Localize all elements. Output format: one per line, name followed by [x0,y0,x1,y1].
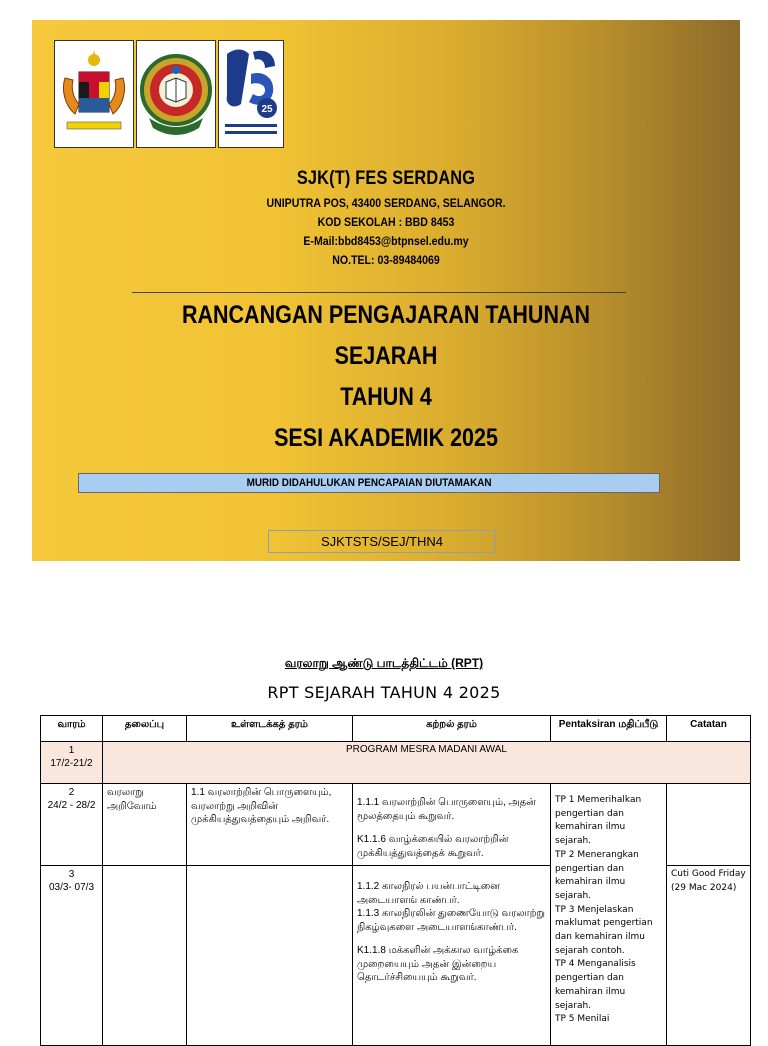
header-learning-standard: கற்றல் தரம் [353,716,551,742]
assessment-item: TP 4 Menganalisis pengertian dan kemahiran ilmu sejarah. [555,959,636,1011]
week-dates: 17/2-21/2 [50,758,93,769]
school-info [32,168,740,270]
motto-banner [78,473,660,493]
topic-cell [103,784,187,866]
rpt-heading: RPT SEJARAH TAHUN 4 2025 [267,683,501,702]
learning-standard-cell [353,866,551,1046]
plan-title: RANCANGAN PENGAJARAN TAHUNAN [181,301,591,329]
cover-page [32,20,740,561]
week-number: 2 [68,787,75,798]
assessment-item: TP 1 Memerihalkan pengertian dan kemahiran ilmu sejarah. [555,795,642,847]
learning-standard-item: 1.1.2 காலநிரல் பயன்பாட்டினை அடையாளங் காண்பர். [357,881,500,906]
week-cell [41,742,103,784]
school-address: UNIPUTRA POS, 43400 SERDANG, SELANGOR. [266,196,506,210]
tamil-heading: வரலாறு ஆண்டு பாடத்திட்டம் (RPT) [284,656,484,670]
table-row [41,784,751,866]
program-banner: PROGRAM MESRA MADANI AWAL [103,742,751,784]
school-name: SJK(T) FES SERDANG [296,168,476,189]
header-notes: Catatan [667,716,751,742]
rpt-table [40,715,751,1046]
assessment-item: TP 3 Menjelaskan maklumat pengertian dan kemahiran ilmu sejarah contoh. [555,904,653,956]
session-title: SESI AKADEMIK 2025 [274,424,498,452]
malaysia-coat-of-arms-icon [54,40,134,148]
content-standard-text: 1.1 வரலாற்றின் பொருளையும், வரலாற்று அறிவின் முக்கியத்துவத்தையும் அறிவர். [191,787,332,825]
school-email: E-Mail:bbd8453@btpnsel.edu.my [303,234,469,248]
divider-line [132,292,626,293]
notes-cell [667,866,751,1046]
document-code: SJKTSTS/SEJ/THN4 [268,530,496,553]
assessment-item: TP 5 Menilai [555,1014,610,1025]
learning-standard-item: K1.1.8 மக்களின் அக்கால வாழ்க்கை முறையையும் அதன் இன்றைய தொடர்ச்சியையும் கூறுவர். [357,945,519,983]
topic-text: வரலாறு அறிவோம் [107,787,157,812]
topic-cell [103,866,187,1046]
table-row [41,742,751,784]
header-week: வாரம் [41,716,103,742]
learning-standard-item: 1.1.3 காலநிரலின் துணையோடு வரலாற்று நிகழ்வுகளை அடையாளங்காண்பர். [357,908,545,933]
subject-title: SEJARAH [334,342,438,370]
header-assessment: Pentaksiran மதிப்பீடு [551,716,667,742]
week-number: 1 [68,745,75,756]
assessment-item: TP 2 Menerangkan pengertian dan kemahiran ilmu sejarah. [555,849,639,901]
notes-cell [667,784,751,866]
motto-text: MURID DIDAHULUKAN PENCAPAIAN DIUTAMAKAN [246,477,492,489]
ppsi-25-logo-icon [218,40,284,148]
year-title: TAHUN 4 [340,383,432,411]
assessment-cell [551,784,667,1046]
header-content-standard: உள்ளடக்கத் தரம் [187,716,353,742]
content-standard-cell [187,784,353,866]
learning-standard-item: K1.1.6 வாழ்க்கையில் வரலாற்றின் முக்கியத்துவத்தைக் கூறுவர். [357,834,509,859]
learning-standard-cell [353,784,551,866]
holiday-note: Cuti Good Friday (29 Mac 2024) [671,869,746,893]
school-crest-icon [136,40,216,148]
week-dates: 24/2 - 28/2 [47,800,96,811]
week-number: 3 [68,869,75,880]
learning-standard-item: 1.1.1 வரலாற்றின் பொருளையும், அதன் மூலத்தையும் கூறுவர். [357,797,536,822]
week-cell [41,866,103,1046]
table-header-row [41,716,751,742]
school-code: KOD SEKOLAH : BBD 8453 [317,215,455,229]
week-dates: 03/3- 07/3 [48,882,95,893]
header-topic: தலைப்பு [103,716,187,742]
logo-row [54,40,286,148]
logo-25-number: 25 [261,104,273,115]
content-standard-cell [187,866,353,1046]
school-phone: NO.TEL: 03-89484069 [332,253,440,267]
week-cell [41,784,103,866]
